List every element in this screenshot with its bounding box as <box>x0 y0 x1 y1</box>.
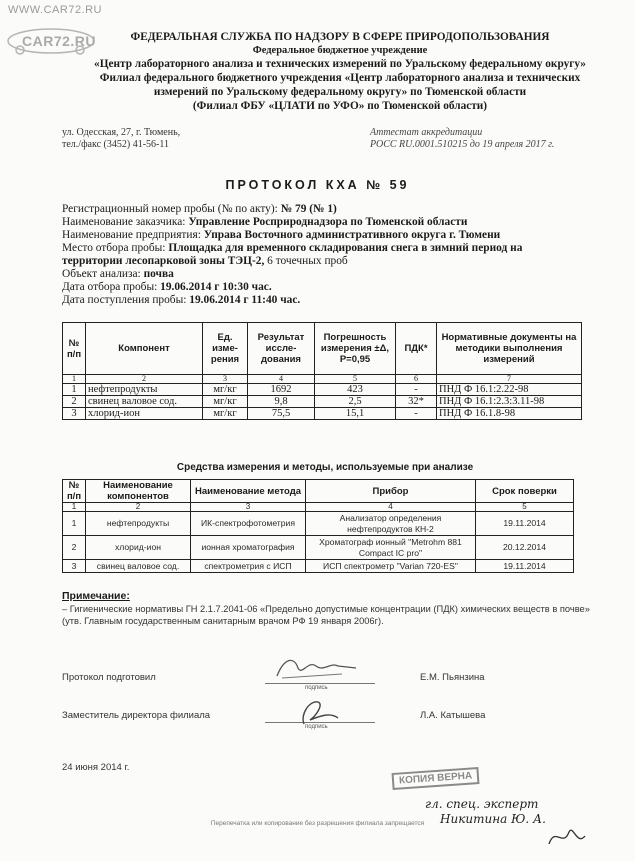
methods-col-device: Прибор <box>306 480 476 503</box>
cell: нефтепродукты <box>86 384 203 396</box>
table-row <box>63 560 574 573</box>
cell: 9,8 <box>248 396 315 408</box>
index-cell: 4 <box>306 503 476 512</box>
cell: хлорид-ион <box>86 536 191 560</box>
place-value-2: территории лесопарковой зоны ТЭЦ-2, <box>62 255 265 267</box>
prepared-name: Е.М. Пьянзина <box>420 672 485 683</box>
results-col-error: Погрешность измерения ±Δ, Р=0,95 <box>315 323 396 375</box>
info-object <box>62 268 174 281</box>
cell: 2 <box>63 396 86 408</box>
cell: - <box>396 408 437 420</box>
methods-index-row <box>63 503 574 512</box>
info-receipt-date <box>62 294 300 307</box>
protocol-date: 24 июня 2014 г. <box>62 762 130 773</box>
methods-table <box>62 479 574 573</box>
deputy-label: Заместитель директора филиала <box>62 710 211 721</box>
info-place <box>62 242 522 255</box>
table-row <box>63 536 574 560</box>
protocol-title: ПРОТОКОЛ КХА № 59 <box>225 178 410 192</box>
results-col-pdk: ПДК* <box>396 323 437 375</box>
index-cell: 4 <box>248 375 315 384</box>
cell: 19.11.2014 <box>476 560 574 573</box>
attestation-line-2: РОСС RU.0001.510215 до 19 апреля 2017 г. <box>370 139 555 150</box>
cell: свинец валовое сод. <box>86 560 191 573</box>
cell: 3 <box>63 560 86 573</box>
footer-note: Перепечатка или копирование без разрешения филиала запрещается <box>210 820 425 827</box>
deputy-signature-icon <box>290 694 350 728</box>
table-row <box>63 384 582 396</box>
table-row <box>63 512 574 536</box>
cell: спектрометрия с ИСП <box>191 560 306 573</box>
results-table <box>62 322 582 420</box>
address-line-1: ул. Одесская, 27, г. Тюмень, <box>62 127 181 138</box>
results-col-num: № п/п <box>63 323 86 375</box>
receipt-date-value: 19.06.2014 г 11:40 час. <box>189 294 301 306</box>
cell: хлорид-ион <box>86 408 203 420</box>
results-col-result: Результат иссле-дования <box>248 323 315 375</box>
receipt-date-label: Дата поступления пробы: <box>62 294 187 306</box>
table-row <box>63 408 582 420</box>
methods-col-method: Наименование метода <box>191 480 306 503</box>
methods-col-calibration: Срок поверки <box>476 480 574 503</box>
header-line-2: Федеральное бюджетное учреждение <box>252 45 428 56</box>
cell: 15,1 <box>315 408 396 420</box>
index-cell: 3 <box>191 503 306 512</box>
address-line-2: тел./факс (3452) 41-56-11 <box>62 139 169 150</box>
header-line-5: измерений по Уральскому федеральному округу» по Тюменской области <box>153 86 527 98</box>
cell: нефтепродукты <box>86 512 191 536</box>
sample-date-label: Дата отбора пробы: <box>62 281 158 293</box>
cell: 75,5 <box>248 408 315 420</box>
index-cell: 7 <box>437 375 582 384</box>
cell: 3 <box>63 408 86 420</box>
cell: свинец валовое сод. <box>86 396 203 408</box>
results-index-row <box>63 375 582 384</box>
results-header-row <box>63 323 582 375</box>
attestation-line-1: Аттестат аккредитации <box>370 127 483 138</box>
header-line-6: (Филиал ФБУ «ЦЛАТИ по УФО» по Тюменской области) <box>192 100 488 112</box>
watermark-logo: CAR72.RU <box>22 33 97 49</box>
note-heading: Примечание: <box>62 590 130 602</box>
index-cell: 1 <box>63 375 86 384</box>
index-cell: 3 <box>203 375 248 384</box>
info-registration <box>62 203 337 216</box>
results-col-docs: Нормативные документы на методики выполнения измерений <box>437 323 582 375</box>
prepared-label: Протокол подготовил <box>62 672 156 683</box>
index-cell: 2 <box>86 503 191 512</box>
cell: ИК-спектрофотометрия <box>191 512 306 536</box>
index-cell: 2 <box>86 375 203 384</box>
reg-label: Регистрационный номер пробы (№ по акту): <box>62 203 278 215</box>
place-value-3: 6 точечных проб <box>267 255 348 267</box>
cell: Анализатор определения нефтепродуктов КН-2 <box>306 512 476 536</box>
deputy-sub-label: подпись <box>305 724 328 730</box>
cell: мг/кг <box>203 384 248 396</box>
prepared-signature-icon <box>272 652 362 684</box>
handwriting-line-2: Никитина Ю. А. <box>440 812 546 826</box>
cell: Хроматограф ионный "Metrohm 881 Compact IC pro" <box>306 536 476 560</box>
header-line-4: Филиал федерального бюджетного учреждения «Центр лабораторного анализа и технических <box>99 72 581 84</box>
methods-col-component: Наименование компонентов <box>86 480 191 503</box>
index-cell: 5 <box>476 503 574 512</box>
cell: 19.11.2014 <box>476 512 574 536</box>
info-customer <box>62 216 467 229</box>
cell: ионная хроматография <box>191 536 306 560</box>
info-sample-date <box>62 281 272 294</box>
object-label: Объект анализа: <box>62 268 141 280</box>
cell: мг/кг <box>203 408 248 420</box>
watermark-url: WWW.CAR72.RU <box>8 4 102 16</box>
results-col-unit: Ед. изме-рения <box>203 323 248 375</box>
reg-value: № 79 (№ 1) <box>280 203 337 215</box>
cell: - <box>396 384 437 396</box>
note-text: – Гигиенические нормативы ГН 2.1.7.2041-06 «Предельно допустимые концентрации (ПДК) химических веществ в почве» (утв. Главным государственным санитарным врачом РФ 19 января 2006г). <box>62 604 590 626</box>
cell: 1 <box>63 512 86 536</box>
cell: ПНД Ф 16.1:2.22-98 <box>437 384 582 396</box>
cell: мг/кг <box>203 396 248 408</box>
prepared-sub-label: подпись <box>305 685 328 691</box>
customer-label: Наименование заказчика: <box>62 216 186 228</box>
enterprise-value: Управа Восточного административного округа г. Тюмени <box>203 229 501 241</box>
methods-header-row <box>63 480 574 503</box>
object-value: почва <box>143 268 174 280</box>
index-cell: 5 <box>315 375 396 384</box>
deputy-name: Л.А. Катышева <box>420 710 486 721</box>
methods-title: Средства измерения и методы, используемые при анализе <box>176 462 474 473</box>
sample-date-value: 19.06.2014 г 10:30 час. <box>160 281 272 293</box>
handwriting-line-1: гл. спец. эксперт <box>425 797 539 811</box>
place-value: Площадка для временного складирования снега в зимний период на <box>168 242 523 254</box>
index-cell: 1 <box>63 503 86 512</box>
header-line-3: «Центр лабораторного анализа и технических измерений по Уральскому федеральному округу» <box>94 58 586 70</box>
info-enterprise <box>62 229 500 242</box>
place-label: Место отбора пробы: <box>62 242 166 254</box>
table-row <box>63 396 582 408</box>
customer-value: Управление Росприроднадзора по Тюменской области <box>188 216 468 228</box>
cell: 32* <box>396 396 437 408</box>
cell: 1 <box>63 384 86 396</box>
cell: ПНД Ф 16.1:2.3:3.11-98 <box>437 396 582 408</box>
cell: ПНД Ф 16.1.8-98 <box>437 408 582 420</box>
cell: ИСП спектрометр "Varian 720-ES" <box>306 560 476 573</box>
enterprise-label: Наименование предприятия: <box>62 229 201 241</box>
methods-col-num: № п/п <box>63 480 86 503</box>
cell: 1692 <box>248 384 315 396</box>
cell: 423 <box>315 384 396 396</box>
index-cell: 6 <box>396 375 437 384</box>
header-line-1: ФЕДЕРАЛЬНАЯ СЛУЖБА ПО НАДЗОРУ В СФЕРЕ ПРИРОДОПОЛЬЗОВАНИЯ <box>130 31 550 43</box>
cell: 2,5 <box>315 396 396 408</box>
info-place-cont <box>62 255 348 268</box>
copy-stamp: КОПИЯ ВЕРНА <box>392 767 480 790</box>
results-col-component: Компонент <box>86 323 203 375</box>
cell: 2 <box>63 536 86 560</box>
cell: 20.12.2014 <box>476 536 574 560</box>
